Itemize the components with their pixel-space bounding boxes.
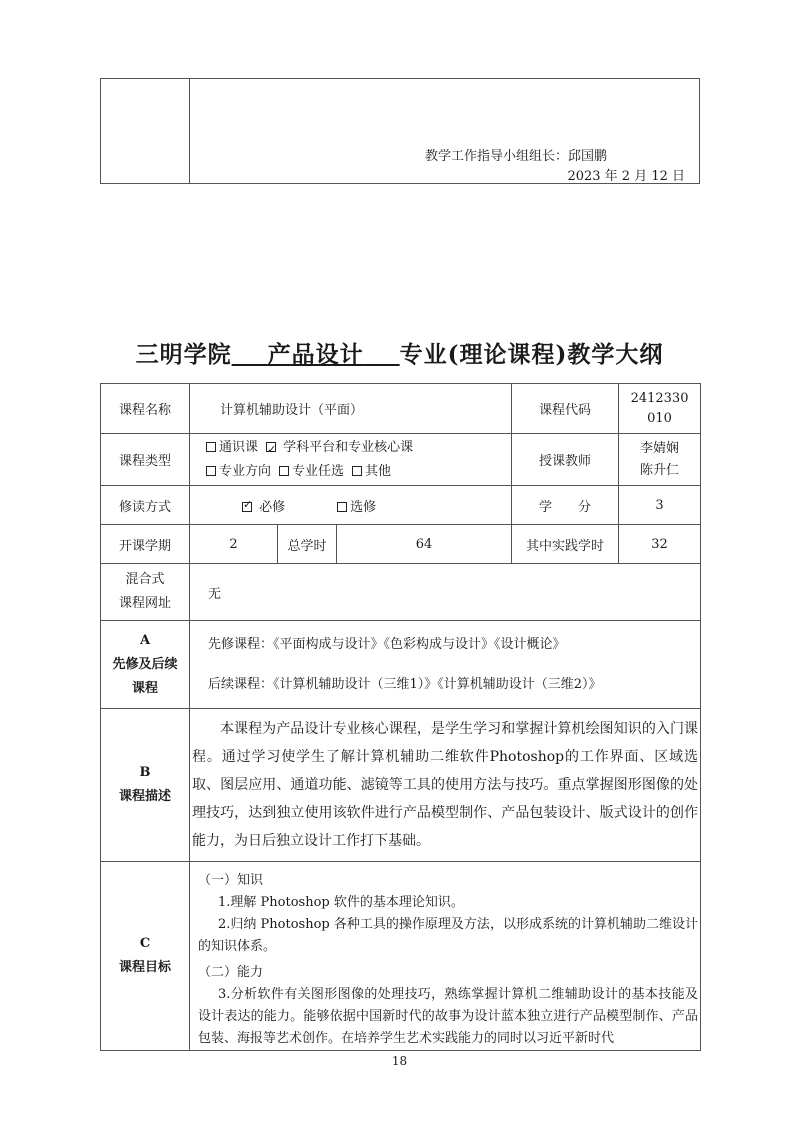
- course-code-label: 课程代码: [512, 384, 619, 434]
- option-required[interactable]: ✓ 必修: [242, 500, 285, 515]
- date-line: 2023 年 2 月 12 日: [567, 169, 685, 184]
- option-direction[interactable]: 专业方向: [206, 464, 271, 479]
- table-row: [101, 621, 701, 709]
- followup-courses: 后续课程：《计算机辅助设计（三维1）》《计算机辅助设计（三维2）》: [208, 676, 602, 692]
- checkbox-icon[interactable]: [337, 502, 347, 512]
- total-hours-value: 64: [337, 525, 512, 564]
- section-a-label: A 先修及后续 课程: [101, 621, 190, 709]
- semester-label: 开课学期: [101, 525, 190, 564]
- checkbox-checked-icon[interactable]: [242, 502, 252, 512]
- table-row: [101, 434, 701, 486]
- practice-hours-label: 其中实践学时: [512, 525, 619, 564]
- course-type-label: 课程类型: [101, 434, 190, 486]
- option-general[interactable]: 通识课: [206, 440, 258, 455]
- hybrid-url-value: 无: [190, 564, 701, 621]
- signature-line: 教学工作指导小组组长：邱国鹏: [425, 149, 608, 164]
- section-b-label: B 课程描述: [101, 709, 190, 862]
- knowledge-item: 1.理解 Photoshop 软件的基本理论知识。: [218, 895, 464, 910]
- title-major: 产品设计: [267, 341, 364, 368]
- hybrid-url-label: 混合式 课程网址: [101, 564, 190, 621]
- ability-heading: （二）能力: [198, 965, 264, 980]
- signature-box: [100, 78, 700, 184]
- divider: [189, 79, 190, 183]
- table-row: [101, 525, 701, 564]
- section-a-content: [190, 621, 701, 709]
- table-row: [101, 486, 701, 525]
- title-suffix: 专业(理论课程)教学大纲: [399, 341, 664, 368]
- table-row: [101, 709, 701, 862]
- page-number: 18: [391, 1054, 408, 1068]
- knowledge-heading: （一）知识: [198, 873, 264, 888]
- course-description: 本课程为产品设计专业核心课程，是学生学习和掌握计算机绘图知识的入门课程。通过学习使学生了解计算机辅助二维软件Photoshop的工作界面、区域选取、图层应用、通道功能、滤镜等工具的使用方法与技巧。重点掌握图形图像的处理技巧，达到独立使用该软件进行产品模型制作、产品包装设计、版式设计的创作能力，为日后独立设计工作打下基础。: [190, 709, 701, 862]
- title-prefix: 三明学院: [135, 341, 232, 368]
- semester-value: 2: [190, 525, 278, 564]
- checkbox-checked-icon[interactable]: [266, 442, 276, 452]
- credit-value: 3: [619, 486, 701, 525]
- teacher-label: 授课教师: [512, 434, 619, 486]
- total-hours-label: 总学时: [278, 525, 337, 564]
- study-mode-options: [190, 486, 512, 525]
- checkbox-icon[interactable]: [206, 442, 216, 452]
- course-name-label: 课程名称: [101, 384, 190, 434]
- checkbox-icon[interactable]: [279, 466, 289, 476]
- ability-item: 3.分析软件有关图形图像的处理技巧，熟练掌握计算机二维辅助设计的基本技能及设计表达的能力。能够依据中国新时代的故事为设计蓝本独立进行产品模型制作、产品包装、海报等艺术创作。在培养学生艺术实践能力的同时以习近平新时代: [198, 987, 699, 1046]
- knowledge-item: 2.归纳 Photoshop 各种工具的操作原理及方法，以形成系统的计算机辅助二维设计的知识体系。: [198, 917, 699, 954]
- practice-hours-value: 32: [619, 525, 701, 564]
- option-core[interactable]: ✓ 学科平台和专业核心课: [266, 440, 413, 455]
- table-row: [101, 384, 701, 434]
- checkbox-icon[interactable]: [352, 466, 362, 476]
- prereq-courses: 先修课程：《平面构成与设计》《色彩构成与设计》《设计概论》: [208, 636, 566, 652]
- table-row: [101, 564, 701, 621]
- course-type-options: [190, 434, 512, 486]
- page-title: [0, 336, 799, 369]
- teacher-value: 李婧娴 陈升仁: [619, 434, 701, 486]
- checkbox-icon[interactable]: [206, 466, 216, 476]
- course-code-value: 2412330 010: [619, 384, 701, 434]
- option-elective[interactable]: 专业任选: [279, 464, 344, 479]
- credit-label: 学 分: [512, 486, 619, 525]
- study-mode-label: 修读方式: [101, 486, 190, 525]
- option-optional[interactable]: 选修: [337, 500, 376, 515]
- course-name-value: 计算机辅助设计（平面）: [190, 384, 512, 434]
- syllabus-table: [100, 383, 701, 1051]
- table-row: [101, 862, 701, 1051]
- section-c-label: C 课程目标: [101, 862, 190, 1051]
- option-other[interactable]: 其他: [352, 464, 391, 479]
- course-objectives: [190, 862, 701, 1051]
